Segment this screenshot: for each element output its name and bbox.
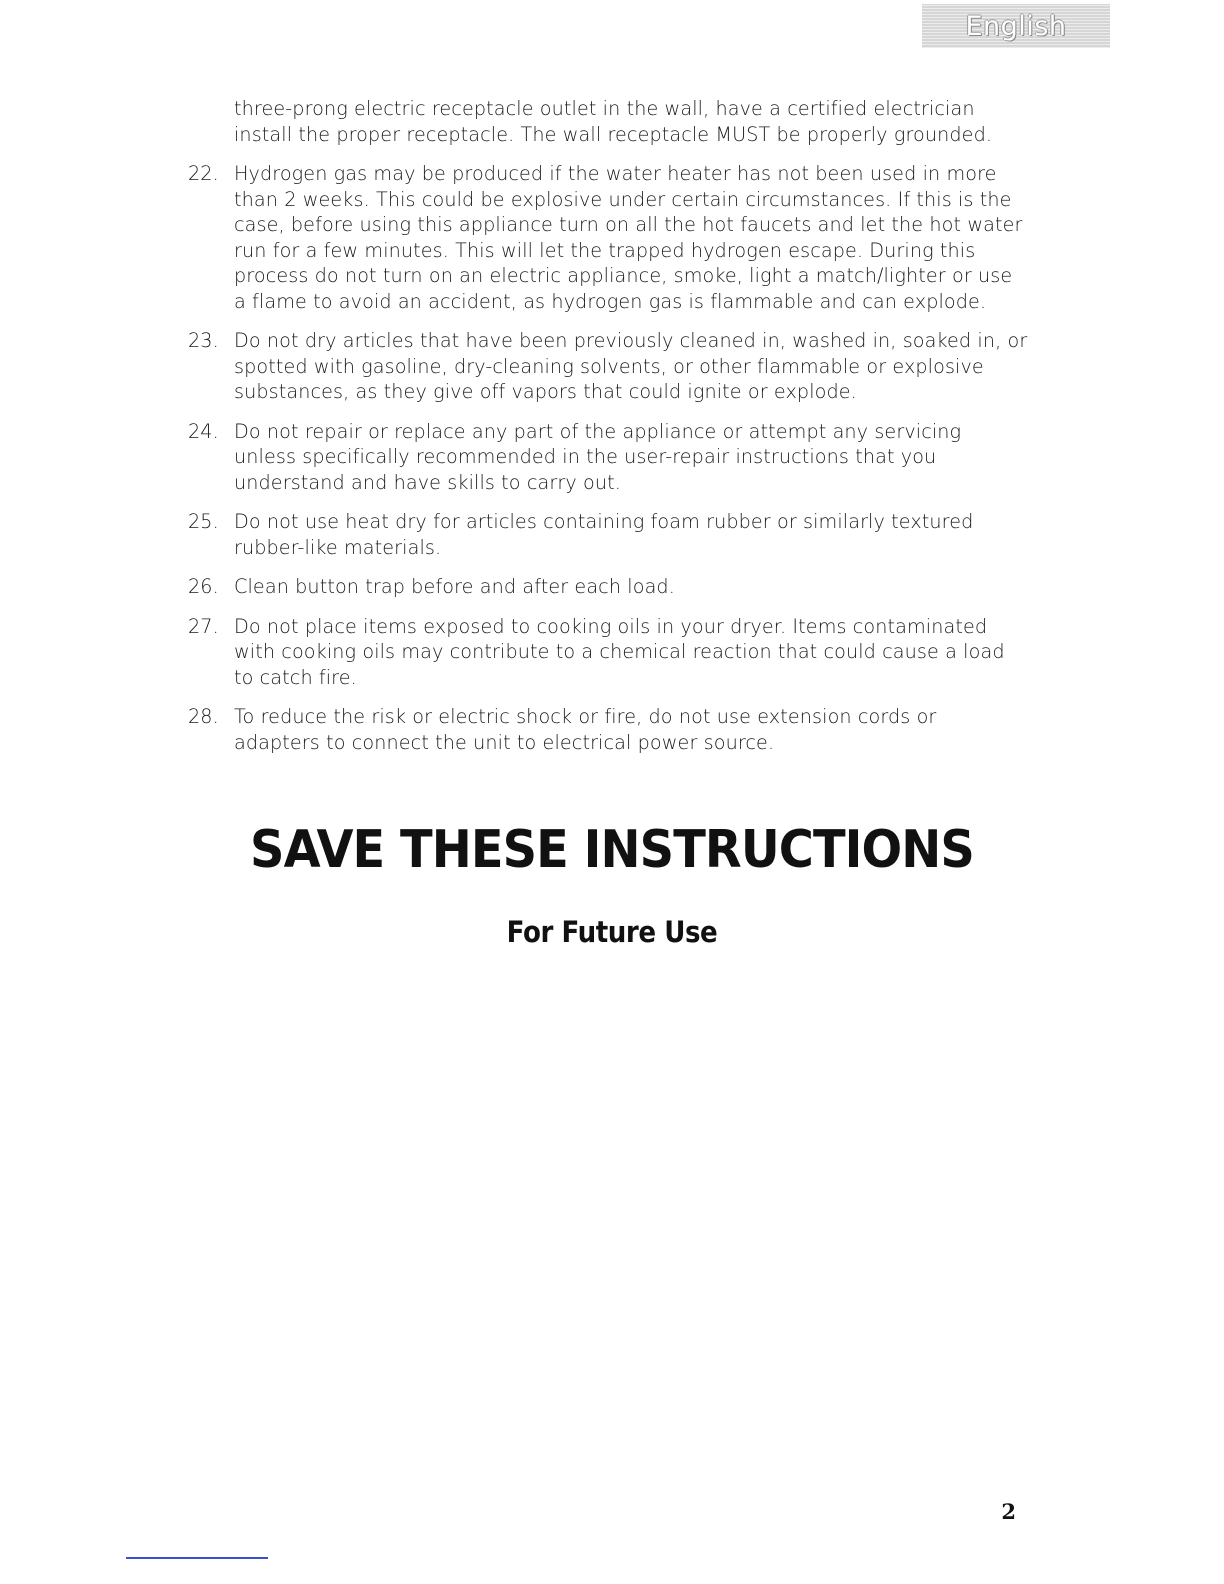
item-number: 27. [188,614,219,638]
list-item [188,614,1028,691]
language-tab-label: English [965,10,1067,42]
instruction-list [188,96,1028,769]
footer-rule [126,1557,268,1559]
list-item [188,704,1028,755]
item-number: 26. [188,575,219,598]
item-number: 22. [188,162,219,185]
page-number: 2 [1001,1499,1016,1524]
item-number: 28. [188,705,219,728]
list-item [188,574,1028,600]
language-tab [922,4,1110,48]
save-instructions-heading: SAVE THESE INSTRUCTIONS [250,820,974,880]
item-text: Hydrogen gas may be produced if the water heater has not been used in more than 2 weeks. This could be explosive under certain circumstances. If this is the case, before using this appliance turn on all the hot faucets and let the hot water run for a few minutes. This will let the trapped hydrogen escape. During this process do not turn on an electric appliance, smoke, light a match/lighter or use a flame to avoid an accident, as hydrogen gas is flammable and can explode. [234,162,1023,313]
item-text: Do not repair or replace any part of the appliance or attempt any servicing unless specifically recommended in the user-repair instructions that you understand and have skills to carry out. [234,419,962,494]
item-text: Do not use heat dry for articles containing foam rubber or similarly textured rubber-like materials. [234,510,974,559]
item-text: Clean button trap before and after each load. [234,575,675,598]
continued-paragraph: three-prong electric receptacle outlet in the wall, have a certified electrician install the proper receptacle. The wall receptacle MUST be properly grounded. [234,97,993,146]
item-number: 23. [188,329,219,352]
list-item [188,419,1028,496]
list-item [188,328,1028,405]
list-item [188,509,1028,560]
list-item [188,161,1028,314]
item-number: 24. [188,419,219,443]
item-text: Do not dry articles that have been previously cleaned in, washed in, soaked in, or spotted with gasoline, dry-cleaning solvents, or other flammable or explosive substances, as they give off vapors that could ignite or explode. [234,329,1028,403]
item-number: 25. [188,510,219,533]
item-text: Do not place items exposed to cooking oils in your dryer. Items contaminated with cooking oils may contribute to a chemical reaction that could cause a load to catch fire. [234,614,1005,689]
item-text: To reduce the risk or electric shock or fire, do not use extension cords or adapters to connect the unit to electrical power source. [234,705,937,754]
future-use-subheading: For Future Use [506,915,718,949]
